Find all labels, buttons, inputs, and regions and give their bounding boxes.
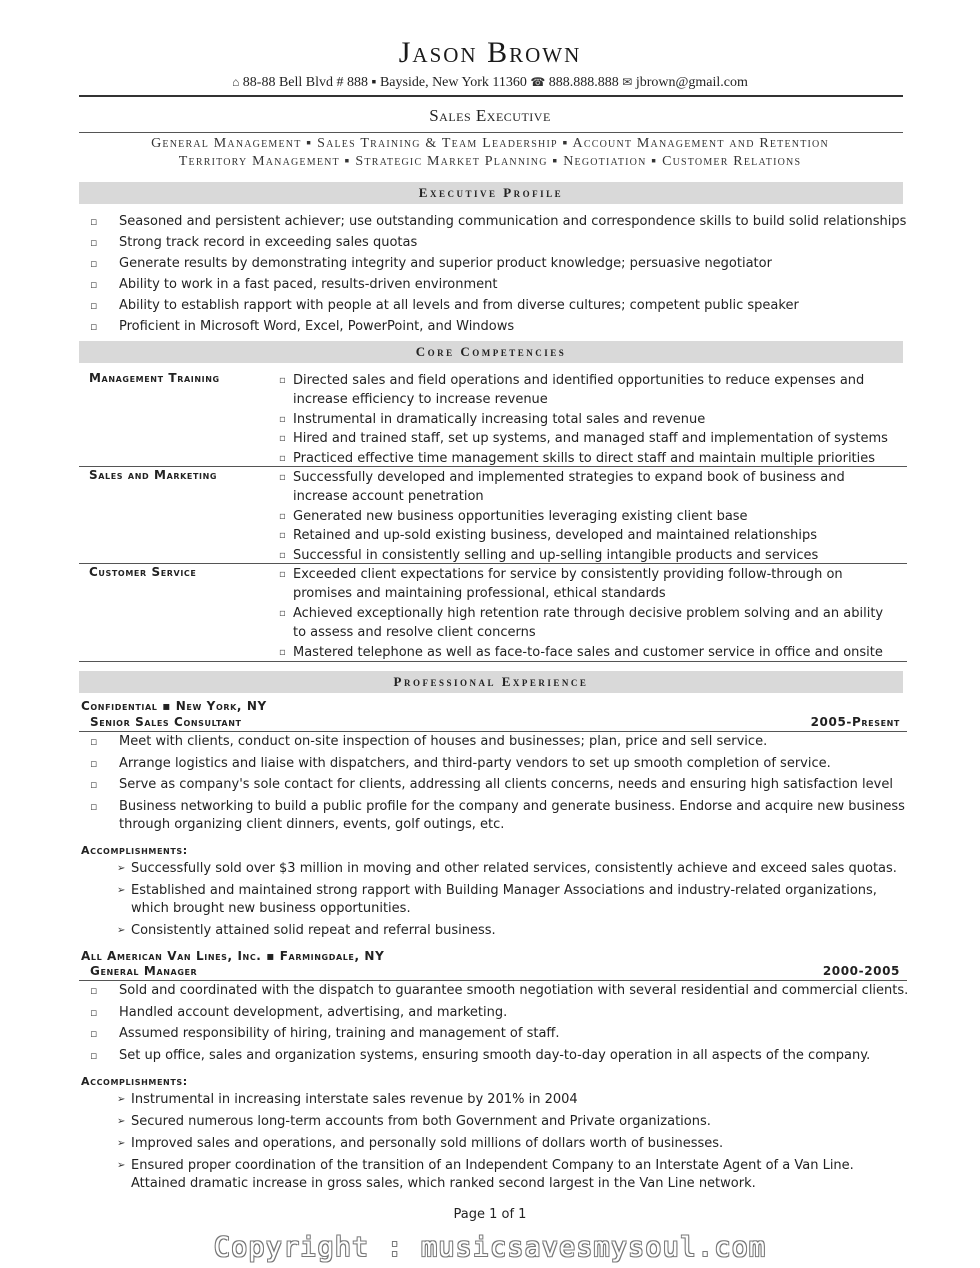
job-dates: 2005-Present: [810, 715, 900, 729]
competency-row: [79, 369, 907, 467]
profile-item: ▫ Ability to establish rapport with people at all levels and from diverse cultures; competent public speaker: [90, 295, 910, 316]
competency-row: [79, 563, 907, 662]
headline: Sales Executive: [429, 106, 551, 125]
accomplishments-list: [117, 1091, 907, 1197]
accomplishment-item: ➢ Improved sales and operations, and personally sold millions of dollars worth of businesses.: [117, 1135, 907, 1153]
accomplishments-list: [117, 860, 907, 944]
accomplishment-item: ➢ Established and maintained strong rapport with Building Manager Associations and industry-related organizations, which brought new business opportunities.: [117, 882, 907, 918]
profile-item: ▫ Strong track record in exceeding sales quotas: [90, 232, 910, 253]
employer-name: All American Van Lines, Inc. ▪ Farmingdale, NY: [81, 949, 385, 963]
duty-item: ▫ Business networking to build a public profile for the company and generate business. Endorse and acquire new business through organizing client dinners, events, golf outings, etc.: [90, 798, 910, 834]
accomplishment-item: ➢ Successfully sold over $3 million in moving and other related services, consistently achieve and exceed sales quotas.: [117, 860, 907, 878]
headline-divider: [79, 132, 903, 133]
phone-icon: ☎: [530, 75, 546, 89]
duty-item: ▫ Set up office, sales and organization systems, ensuring smooth day-to-day operation in all aspects of the company.: [90, 1047, 910, 1065]
competency-title: Sales and Marketing: [89, 468, 218, 482]
contact-phone: 888.888.888: [548, 75, 619, 90]
job-divider: [79, 980, 907, 981]
competency-row: [79, 466, 907, 564]
accomplishments-heading: Accomplishments:: [81, 844, 188, 857]
profile-item: ▫ Seasoned and persistent achiever; use outstanding communication and correspondence skills to build solid relationships: [90, 211, 910, 232]
home-icon: ⌂: [232, 75, 240, 89]
accomplishment-item: ➢ Instrumental in increasing interstate sales revenue by 201% in 2004: [117, 1091, 907, 1109]
copyright-watermark: Copyright : musicsavesmysoul.com: [213, 1232, 767, 1263]
profile-item: ▫ Proficient in Microsoft Word, Excel, PowerPoint, and Windows: [90, 316, 910, 337]
profile-list: [90, 211, 910, 337]
competency-item: ▫ Mastered telephone as well as face-to-face sales and customer service in office and onsite: [279, 643, 899, 662]
competency-list: [279, 565, 899, 662]
duty-item: ▫ Sold and coordinated with the dispatch to guarantee smooth negotiation with several residential and commercial clients.: [90, 982, 910, 1000]
section-professional-experience: Professional Experience: [79, 671, 903, 693]
job-title: Senior Sales Consultant: [90, 715, 242, 729]
competency-item: ▫ Achieved exceptionally high retention rate through decisive problem solving and an ability to assess and resolve client concerns: [279, 604, 899, 643]
page-number: Page 1 of 1: [453, 1207, 527, 1222]
duty-item: ▫ Meet with clients, conduct on-site inspection of houses and businesses; plan, price and sell service.: [90, 733, 910, 751]
competency-item: ▫ Retained and up-sold existing business, developed and maintained relationships: [279, 526, 899, 545]
section-executive-profile: Executive Profile: [79, 182, 903, 204]
job-divider: [79, 731, 907, 732]
profile-item: ▫ Generate results by demonstrating integrity and superior product knowledge; persuasive negotiator: [90, 253, 910, 274]
duty-item: ▫ Handled account development, advertising, and marketing.: [90, 1004, 910, 1022]
competency-item: ▫ Successfully developed and implemented strategies to expand book of business and increase account penetration: [279, 468, 899, 507]
competency-item: ▫ Instrumental in dramatically increasing total sales and revenue: [279, 410, 899, 429]
job-dates: 2000-2005: [822, 964, 900, 978]
competency-item: ▫ Hired and trained staff, set up systems, and managed staff and implementation of systems: [279, 429, 899, 448]
header-divider: [79, 95, 903, 97]
competency-title: Management Training: [89, 371, 220, 385]
accomplishment-item: ➢ Secured numerous long-term accounts from both Government and Private organizations.: [117, 1113, 907, 1131]
duty-item: ▫ Arrange logistics and liaise with dispatchers, and third-party vendors to set up smooth completion of service.: [90, 755, 910, 773]
contact-line: [0, 75, 980, 91]
competency-list: [279, 371, 899, 468]
job-duties-list: [90, 733, 910, 837]
accomplishment-item: ➢ Ensured proper coordination of the transition of an Independent Company to an Interstate Agent of a Van Line. Attained dramatic increase in gross sales, which ranked second largest in the Van Line network.: [117, 1157, 907, 1193]
contact-email[interactable]: jbrown@gmail.com: [635, 75, 748, 90]
competency-item: ▫ Generated new business opportunities leveraging existing client base: [279, 507, 899, 526]
employer-name: Confidential ▪ New York, NY: [81, 699, 267, 713]
job-duties-list: [90, 982, 910, 1068]
candidate-name: Jason Brown: [398, 36, 582, 69]
competency-item: ▫ Practiced effective time management skills to direct staff and maintain multiple priorities: [279, 449, 899, 468]
section-core-competencies: Core Competencies: [79, 341, 903, 363]
competency-item: ▫ Directed sales and field operations and identified opportunities to reduce expenses and increase efficiency to increase revenue: [279, 371, 899, 410]
competency-list: [279, 468, 899, 565]
contact-address: 88-88 Bell Blvd # 888 ▪ Bayside, New York 11360: [242, 75, 527, 90]
competency-item: ▫ Successful in consistently selling and up-selling intangible products and services: [279, 546, 899, 565]
accomplishment-item: ➢ Consistently attained solid repeat and referral business.: [117, 922, 907, 940]
duty-item: ▫ Assumed responsibility of hiring, training and management of staff.: [90, 1025, 910, 1043]
competency-title: Customer Service: [89, 565, 197, 579]
profile-item: ▫ Ability to work in a fast paced, results-driven environment: [90, 274, 910, 295]
skills-line-2: Territory Management ▪ Strategic Market Planning ▪ Negotiation ▪ Customer Relations: [178, 154, 802, 169]
competency-item: ▫ Exceeded client expectations for service by consistently providing follow-through on promises and maintaining professional, ethical standards: [279, 565, 899, 604]
envelope-icon: ✉: [622, 75, 633, 89]
skills-line-1: General Management ▪ Sales Training & Team Leadership ▪ Account Management and Retention: [151, 136, 829, 151]
job-title: General Manager: [90, 964, 198, 978]
accomplishments-heading: Accomplishments:: [81, 1075, 188, 1088]
duty-item: ▫ Serve as company's sole contact for clients, addressing all clients concerns, needs and ensuring high satisfaction level: [90, 776, 910, 794]
